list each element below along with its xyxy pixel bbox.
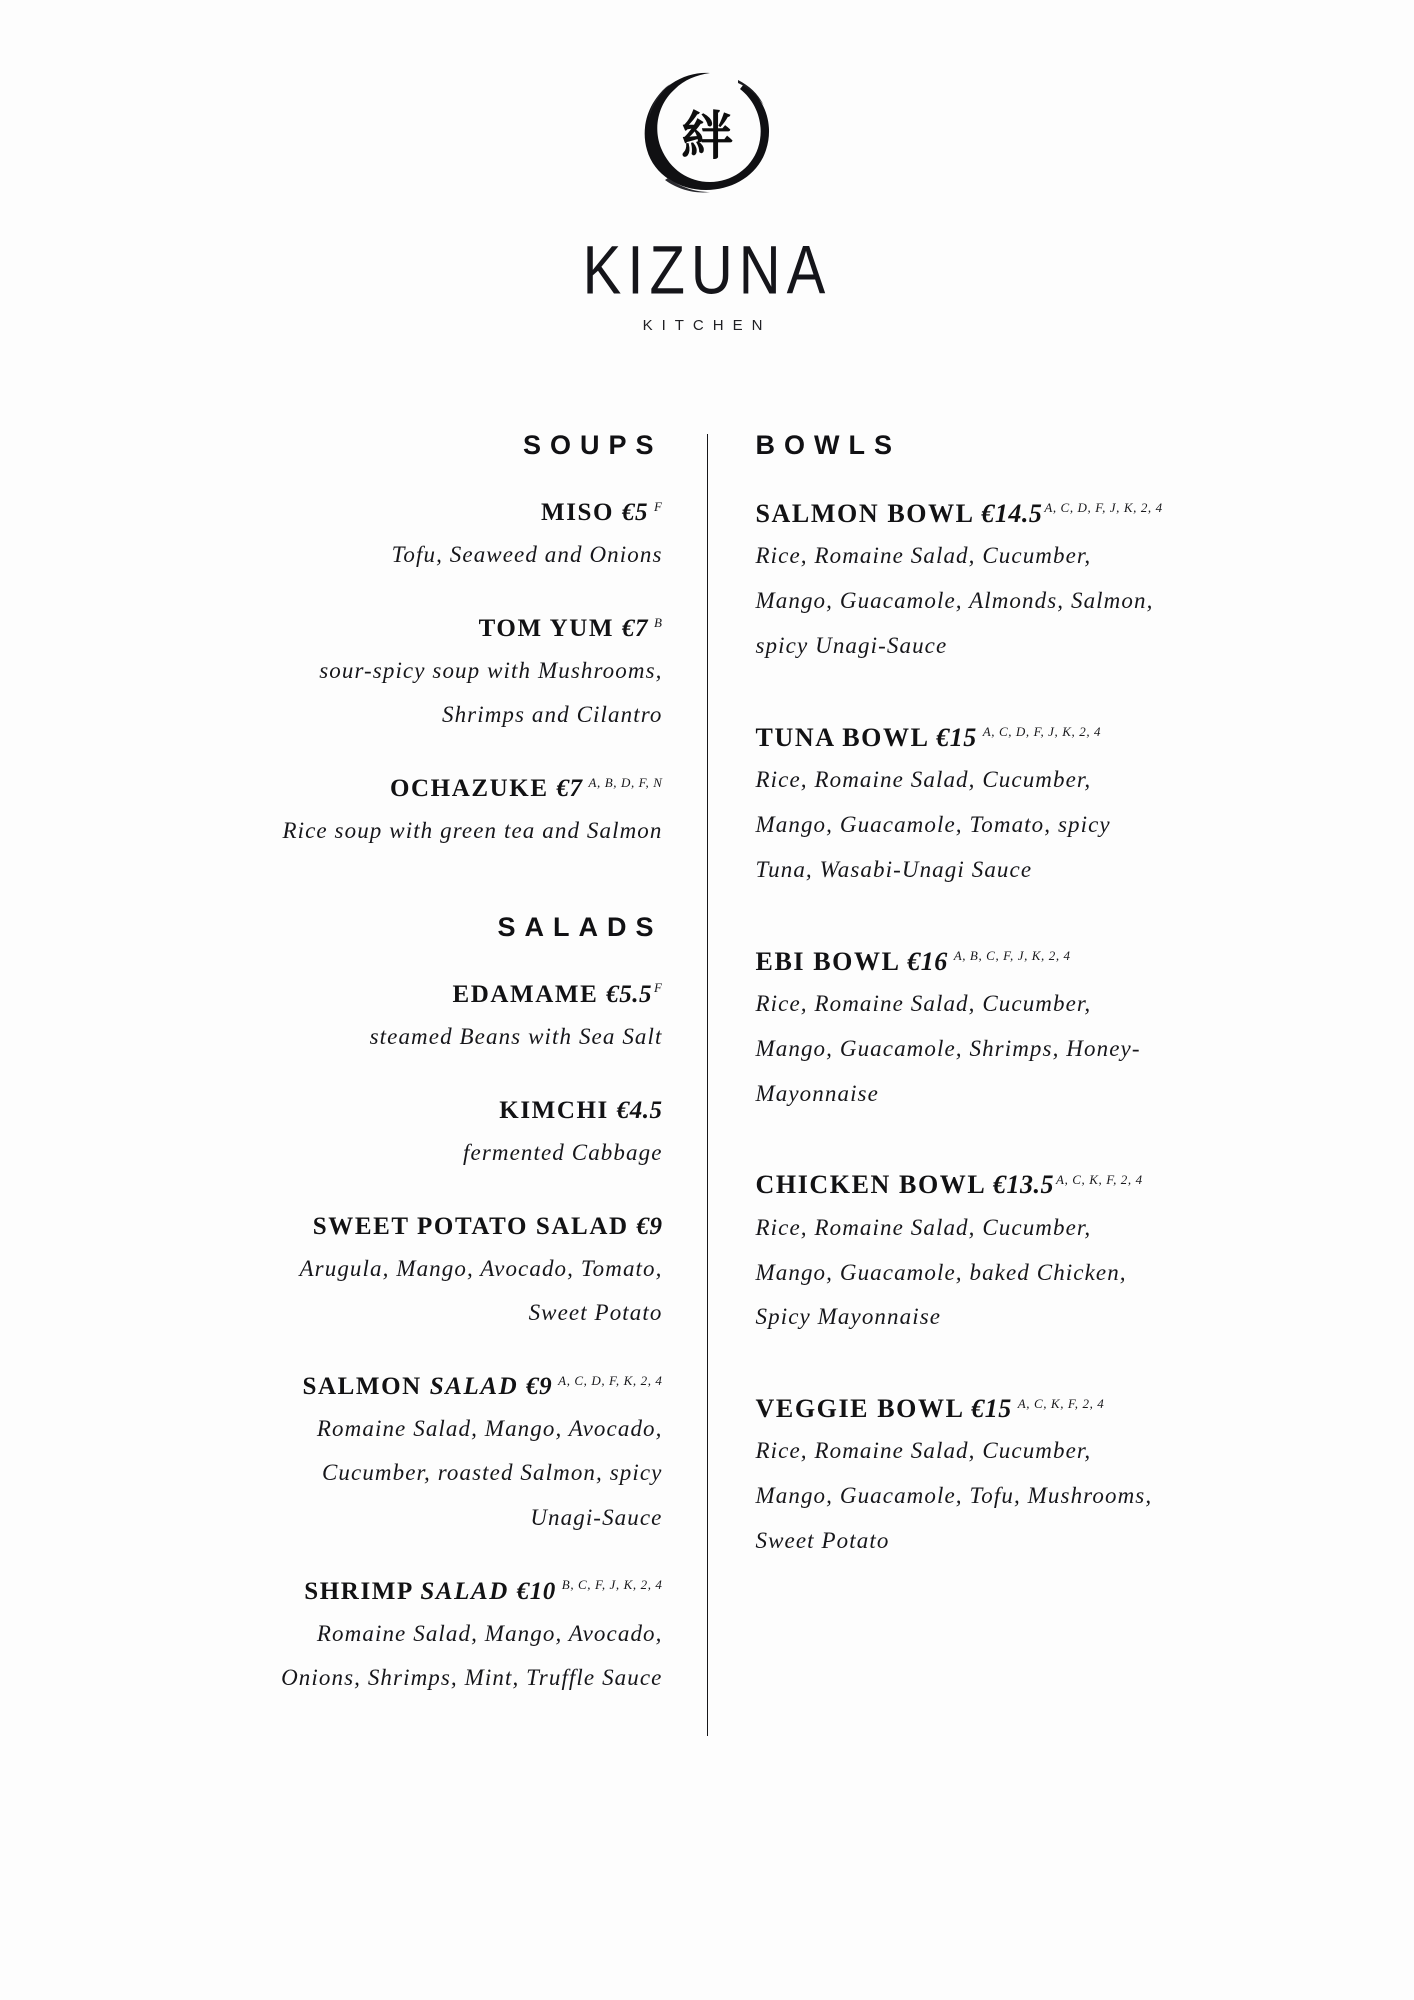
menu-item-description: Tofu, Seaweed and Onions: [391, 542, 663, 567]
menu-item-description: sour-spicy soup with Mushrooms, Shrimps and Cilantro: [319, 658, 663, 728]
menu-item-heading: [247, 497, 663, 529]
menu-item-heading: [756, 1392, 1168, 1425]
menu-column-left: [247, 430, 707, 1736]
brand-header: [0, 0, 1414, 334]
menu-item: [247, 979, 663, 1059]
menu-item-heading: [247, 613, 663, 645]
allergen-codes: A, C, K, F, 2, 4: [1017, 1395, 1105, 1411]
allergen-codes: B, C, F, J, K, 2, 4: [561, 1577, 663, 1593]
allergen-codes: B: [653, 614, 663, 630]
menu-item-price: €14.5: [981, 499, 1043, 528]
menu-item: [756, 1392, 1168, 1564]
allergen-codes: A, C, K, F, 2, 4: [1056, 1171, 1143, 1187]
menu-item-heading: [247, 773, 663, 805]
menu-item-price: €4.5: [616, 1096, 663, 1124]
menu-item-description: fermented Cabbage: [463, 1139, 663, 1165]
menu-item-name: TUNA BOWL: [755, 722, 929, 752]
menu-item-heading: [247, 1371, 663, 1403]
menu-item-heading: [247, 979, 663, 1011]
menu-item: [756, 497, 1168, 669]
menu-item: [247, 497, 663, 577]
section-title-soups: SOUPS: [522, 430, 663, 460]
menu-item-name: SALMON: [302, 1373, 422, 1401]
menu-item-price: €9: [636, 1212, 663, 1240]
menu-item-name: SHRIMP: [304, 1577, 413, 1605]
menu-item: [247, 773, 663, 853]
menu-item-heading: [756, 497, 1168, 530]
menu-item-name-suffix: SALAD: [420, 1577, 509, 1605]
menu-item-description: Romaine Salad, Mango, Avocado, Onions, Shrimps, Mint, Truffle Sauce: [281, 1620, 663, 1690]
menu-item-heading: [756, 945, 1168, 978]
menu-item: [247, 1095, 663, 1175]
menu-item-description: steamed Beans with Sea Salt: [369, 1023, 663, 1049]
menu-item-price: €13.5: [993, 1170, 1055, 1200]
menu-item-price: €5.5: [606, 980, 652, 1008]
allergen-codes: A, C, D, F, K, 2, 4: [558, 1372, 663, 1388]
menu-item-price: €15: [936, 722, 977, 752]
section-title-salads: SALADS: [497, 911, 663, 942]
menu-item-heading: [756, 1168, 1168, 1201]
menu-item-heading: [756, 721, 1168, 754]
menu-item-name: SWEET POTATO SALAD: [312, 1212, 629, 1240]
menu-item-name: OCHAZUKE: [389, 775, 549, 803]
kizuna-kanji: 絆: [680, 106, 733, 167]
menu-item-heading: [247, 1211, 663, 1243]
menu-item-description: Rice, Romaine Salad, Cucumber, Mango, Guacamole, baked Chicken, Spicy Mayonnaise: [755, 1214, 1127, 1330]
menu-item: [756, 1168, 1168, 1340]
menu-item-description: Rice, Romaine Salad, Cucumber, Mango, Guacamole, Almonds, Salmon, spicy Unagi-Sauce: [755, 543, 1154, 658]
enso-circle-icon: [632, 56, 782, 206]
menu-item-name: EDAMAME: [452, 980, 599, 1008]
menu-item-description: Romaine Salad, Mango, Avocado, Cucumber, roasted Salmon, spicy Unagi-Sauce: [316, 1416, 663, 1530]
menu-item-name: CHICKEN BOWL: [755, 1170, 985, 1200]
section-title-bowls: BOWLS: [755, 430, 901, 460]
menu-item-price: €16: [907, 946, 948, 976]
menu-item: [756, 945, 1168, 1117]
brand-name: KIZUNA: [582, 232, 832, 309]
menu-item: [247, 1576, 663, 1700]
menu-item-name: MISO: [541, 499, 615, 526]
menu-body: [0, 430, 1414, 1736]
allergen-codes: A, B, D, F, N: [588, 775, 663, 791]
menu-item-name-suffix: SALAD: [429, 1373, 519, 1401]
menu-item-price: €15: [971, 1394, 1012, 1424]
menu-item-name: EBI BOWL: [755, 946, 900, 976]
allergen-codes: A, C, D, F, J, K, 2, 4: [1044, 500, 1163, 516]
menu-item-description: Rice, Romaine Salad, Cucumber, Mango, Guacamole, Tofu, Mushrooms, Sweet Potato: [755, 1438, 1153, 1554]
allergen-codes: F: [653, 980, 663, 996]
menu-item-price: €7: [621, 615, 648, 643]
menu-item: [247, 1211, 663, 1335]
menu-item-description: Rice, Romaine Salad, Cucumber, Mango, Guacamole, Shrimps, Honey-Mayonnaise: [755, 990, 1141, 1106]
allergen-codes: A, C, D, F, J, K, 2, 4: [982, 724, 1102, 740]
menu-item-description: Arugula, Mango, Avocado, Tomato, Sweet Potato: [299, 1255, 663, 1326]
brand-subtitle: KITCHEN: [642, 317, 772, 334]
menu-item-name: SALMON BOWL: [755, 499, 974, 528]
menu-item-description: Rice, Romaine Salad, Cucumber, Mango, Guacamole, Tomato, spicy Tuna, Wasabi-Unagi Sauce: [755, 767, 1111, 882]
menu-item-heading: [247, 1576, 663, 1608]
menu-item-name: TOM YUM: [478, 615, 615, 643]
allergen-codes: A, B, C, F, J, K, 2, 4: [953, 947, 1071, 963]
menu-item-name: VEGGIE BOWL: [755, 1394, 964, 1424]
menu-item-price: €10: [516, 1577, 556, 1605]
menu-item-description: Rice soup with green tea and Salmon: [282, 818, 663, 844]
menu-item-price: €9: [526, 1373, 553, 1401]
menu-item: [756, 721, 1168, 893]
menu-column-right: [708, 430, 1168, 1616]
menu-item-price: €7: [556, 775, 583, 803]
allergen-codes: F: [653, 498, 663, 514]
menu-item-heading: [247, 1095, 663, 1127]
menu-item: [247, 613, 663, 737]
menu-item: [247, 1371, 663, 1539]
menu-item-name: KIMCHI: [499, 1096, 609, 1124]
menu-item-price: €5: [621, 499, 648, 526]
